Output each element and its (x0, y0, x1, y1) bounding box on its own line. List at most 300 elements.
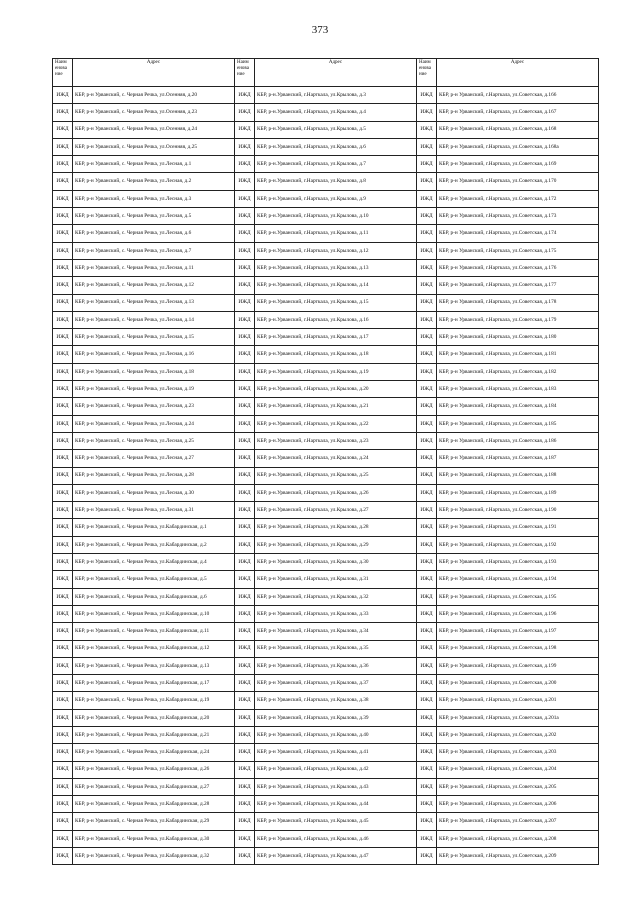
cell-object-type: ИЖД (417, 432, 437, 449)
table-row (53, 415, 599, 432)
cell-address: КБР, р-н Урванский, г.Нарткала, ул.Советская, д.182 (437, 363, 599, 380)
cell-object-type: ИЖД (235, 363, 255, 380)
cell-address: КБР, р-н Урванский, г.Нарткала, ул.Крылова, д.38 (255, 692, 417, 709)
cell-address: КБР, р-н Урванский, с. Черная Речка, ул.Кабардинская, д.12 (73, 640, 235, 657)
cell-address: КБР, р-н Урванский, г.Нарткала, ул.Крылова, д.37 (255, 675, 417, 692)
cell-address: КБР, р-н Урванский, г.Нарткала, ул.Советская, д.207 (437, 813, 599, 830)
cell-object-type: ИЖД (417, 415, 437, 432)
cell-address: КБР, р-н Урванский, с. Черная Речка, ул.Лесная, д.3 (73, 190, 235, 207)
cell-object-type: ИЖД (235, 554, 255, 571)
cell-object-type: ИЖД (417, 346, 437, 363)
cell-object-type: ИЖД (417, 138, 437, 155)
cell-object-type: ИЖД (417, 467, 437, 484)
cell-object-type: ИЖД (235, 778, 255, 795)
cell-object-type: ИЖД (53, 623, 73, 640)
table-row (53, 813, 599, 830)
cell-address: КБР, р-н Урванский, с. Черная Речка, ул.Осенняя, д.20 (73, 87, 235, 104)
cell-address: КБР, р-н.Урванский, г.Нарткала, ул.Крылова, д.10 (255, 208, 417, 225)
cell-object-type: ИЖД (417, 796, 437, 813)
cell-address: КБР, р-н Урванский, с. Черная Речка, ул.Лесная, д.24 (73, 415, 235, 432)
cell-address: КБР, р-н Урванский, с. Черная Речка, ул.Лесная, д.30 (73, 484, 235, 501)
cell-object-type: ИЖД (53, 329, 73, 346)
table-row (53, 190, 599, 207)
cell-object-type: ИЖД (235, 259, 255, 276)
cell-address: КБР, р-н Урванский, г.Нарткала, ул.Крылова, д.45 (255, 813, 417, 830)
table-row (53, 709, 599, 726)
cell-object-type: ИЖД (53, 519, 73, 536)
table-row (53, 778, 599, 795)
column-header-address: Адрес (73, 59, 235, 87)
table-row (53, 277, 599, 294)
table-row (53, 830, 599, 847)
cell-address: КБР, р-н Урванский, с. Черная Речка, ул.Лесная, д.6 (73, 225, 235, 242)
cell-object-type: ИЖД (53, 744, 73, 761)
table-row (53, 692, 599, 709)
table-row (53, 242, 599, 259)
cell-address: КБР, р-н Урванский, г.Нарткала, ул.Крылова, д.47 (255, 848, 417, 865)
cell-address: КБР, р-н Урванский, с. Черная Речка, ул.Кабардинская, д.19 (73, 692, 235, 709)
cell-address: КБР, р-н Урванский, с. Черная Речка, ул.Кабардинская, д.6 (73, 588, 235, 605)
cell-object-type: ИЖД (53, 294, 73, 311)
cell-address: КБР, р-н Урванский, г.Нарткала, ул.Крылова, д.31 (255, 571, 417, 588)
cell-address: КБР, р-н Урванский, с. Черная Речка, ул.Лесная, д.28 (73, 467, 235, 484)
cell-object-type: ИЖД (235, 190, 255, 207)
cell-address: КБР, р-н Урванский, г.Нарткала, ул.Крылова, д.28 (255, 519, 417, 536)
cell-object-type: ИЖД (235, 502, 255, 519)
table-row (53, 432, 599, 449)
cell-object-type: ИЖД (53, 605, 73, 622)
cell-address: КБР, р-н.Урванский, г.Нарткала, ул.Крылова, д.6 (255, 138, 417, 155)
cell-object-type: ИЖД (417, 277, 437, 294)
cell-object-type: ИЖД (53, 381, 73, 398)
table-row (53, 571, 599, 588)
cell-object-type: ИЖД (235, 398, 255, 415)
cell-object-type: ИЖД (53, 450, 73, 467)
cell-object-type: ИЖД (235, 173, 255, 190)
cell-address: КБР, р-н Урванский, г.Нарткала, ул.Крылова, д.46 (255, 830, 417, 847)
cell-object-type: ИЖД (235, 121, 255, 138)
cell-address: КБР, р-н Урванский, с. Черная Речка, ул.Осенняя, д.25 (73, 138, 235, 155)
table-row (53, 311, 599, 328)
cell-address: КБР, р-н Урванский, г.Нарткала, ул.Крылова, д.41 (255, 744, 417, 761)
cell-object-type: ИЖД (417, 381, 437, 398)
table-row (53, 294, 599, 311)
cell-address: КБР, р-н Урванский, г.Нарткала, ул.Крылова, д.39 (255, 709, 417, 726)
cell-address: КБР, р-н Урванский, с. Черная Речка, ул.Кабардинская, д.29 (73, 813, 235, 830)
cell-address: КБР, р-н Урванский, с. Черная Речка, ул.Лесная, д.16 (73, 346, 235, 363)
cell-address: КБР, р-н Урванский, г.Нарткала, ул.Советская, д.174 (437, 225, 599, 242)
cell-object-type: ИЖД (417, 450, 437, 467)
cell-object-type: ИЖД (235, 848, 255, 865)
cell-address: КБР, р-н Урванский, с. Черная Речка, ул.Кабардинская, д.32 (73, 848, 235, 865)
table-row (53, 502, 599, 519)
cell-object-type: ИЖД (53, 138, 73, 155)
cell-object-type: ИЖД (53, 398, 73, 415)
table-row (53, 259, 599, 276)
table-row (53, 744, 599, 761)
cell-object-type: ИЖД (417, 484, 437, 501)
cell-object-type: ИЖД (53, 225, 73, 242)
cell-object-type: ИЖД (53, 156, 73, 173)
cell-address: КБР, р-н Урванский, г.Нарткала, ул.Крылова, д.44 (255, 796, 417, 813)
cell-address: КБР, р-н Урванский, г.Нарткала, ул.Крылова, д.30 (255, 554, 417, 571)
cell-object-type: ИЖД (53, 173, 73, 190)
cell-object-type: ИЖД (235, 311, 255, 328)
cell-address: КБР, р-н Урванский, г.Нарткала, ул.Советская, д.176 (437, 259, 599, 276)
cell-object-type: ИЖД (235, 138, 255, 155)
cell-address: КБР, р-н Урванский, с. Черная Речка, ул.Кабардинская, д.4 (73, 554, 235, 571)
table-row (53, 363, 599, 380)
table-row (53, 87, 599, 104)
cell-address: КБР, р-н Урванский, г.Нарткала, ул.Советская, д.196 (437, 605, 599, 622)
cell-address: КБР, р-н.Урванский, г.Нарткала, ул.Крылова, д.22 (255, 415, 417, 432)
cell-object-type: ИЖД (235, 225, 255, 242)
cell-object-type: ИЖД (53, 692, 73, 709)
cell-object-type: ИЖД (53, 190, 73, 207)
cell-object-type: ИЖД (417, 761, 437, 778)
table-row (53, 657, 599, 674)
table-row (53, 156, 599, 173)
cell-object-type: ИЖД (53, 432, 73, 449)
table-row (53, 675, 599, 692)
cell-address: КБР, р-н.Урванский, г.Нарткала, ул.Крылова, д.3 (255, 87, 417, 104)
cell-address: КБР, р-н.Урванский, г.Нарткала, ул.Крылова, д.11 (255, 225, 417, 242)
table-row (53, 208, 599, 225)
cell-address: КБР, р-н Урванский, г.Нарткала, ул.Крылова, д.29 (255, 536, 417, 553)
table-row (53, 640, 599, 657)
cell-object-type: ИЖД (417, 571, 437, 588)
cell-address: КБР, р-н Урванский, с. Черная Речка, ул.Кабардинская, д.13 (73, 657, 235, 674)
cell-object-type: ИЖД (53, 502, 73, 519)
cell-address: КБР, р-н Урванский, г.Нарткала, ул.Советская, д.168а (437, 138, 599, 155)
cell-address: КБР, р-н Урванский, г.Нарткала, ул.Советская, д.189 (437, 484, 599, 501)
table-row (53, 329, 599, 346)
cell-address: КБР, р-н.Урванский, г.Нарткала, ул.Крылова, д.13 (255, 259, 417, 276)
cell-object-type: ИЖД (53, 761, 73, 778)
cell-address: КБР, р-н Урванский, г.Нарткала, ул.Советская, д.188 (437, 467, 599, 484)
cell-object-type: ИЖД (417, 848, 437, 865)
cell-address: КБР, р-н.Урванский, г.Нарткала, ул.Крылова, д.7 (255, 156, 417, 173)
table-row (53, 588, 599, 605)
cell-address: КБР, р-н Урванский, с. Черная Речка, ул.Лесная, д.13 (73, 294, 235, 311)
cell-address: КБР, р-н Урванский, г.Нарткала, ул.Советская, д.201 (437, 692, 599, 709)
cell-object-type: ИЖД (235, 692, 255, 709)
cell-address: КБР, р-н Урванский, с. Черная Речка, ул.Лесная, д.14 (73, 311, 235, 328)
cell-object-type: ИЖД (53, 104, 73, 121)
cell-address: КБР, р-н Урванский, с. Черная Речка, ул.Кабардинская, д.20 (73, 709, 235, 726)
cell-address: КБР, р-н Урванский, с. Черная Речка, ул.Осенняя, д.24 (73, 121, 235, 138)
cell-object-type: ИЖД (417, 554, 437, 571)
cell-address: КБР, р-н Урванский, с. Черная Речка, ул.Кабардинская, д.5 (73, 571, 235, 588)
cell-address: КБР, р-н Урванский, с. Черная Речка, ул.Лесная, д.31 (73, 502, 235, 519)
cell-address: КБР, р-н Урванский, г.Нарткала, ул.Советская, д.170 (437, 173, 599, 190)
cell-object-type: ИЖД (417, 311, 437, 328)
cell-object-type: ИЖД (53, 830, 73, 847)
column-header-address: Адрес (437, 59, 599, 87)
cell-address: КБР, р-н Урванский, г.Нарткала, ул.Крылова, д.35 (255, 640, 417, 657)
cell-object-type: ИЖД (235, 761, 255, 778)
cell-address: КБР, р-н Урванский, с. Черная Речка, ул.Кабардинская, д.21 (73, 726, 235, 743)
cell-object-type: ИЖД (235, 104, 255, 121)
cell-object-type: ИЖД (53, 657, 73, 674)
cell-address: КБР, р-н.Урванский, г.Нарткала, ул.Крылова, д.25 (255, 467, 417, 484)
cell-object-type: ИЖД (53, 259, 73, 276)
cell-address: КБР, р-н Урванский, г.Нарткала, ул.Советская, д.199 (437, 657, 599, 674)
cell-object-type: ИЖД (235, 450, 255, 467)
cell-address: КБР, р-н Урванский, с. Черная Речка, ул.Лесная, д.25 (73, 432, 235, 449)
table-row (53, 796, 599, 813)
cell-object-type: ИЖД (235, 588, 255, 605)
cell-object-type: ИЖД (235, 623, 255, 640)
cell-address: КБР, р-н Урванский, с. Черная Речка, ул.Кабардинская, д.28 (73, 796, 235, 813)
cell-address: КБР, р-н.Урванский, г.Нарткала, ул.Крылова, д.9 (255, 190, 417, 207)
cell-address: КБР, р-н Урванский, г.Нарткала, ул.Советская, д.192 (437, 536, 599, 553)
cell-object-type: ИЖД (417, 208, 437, 225)
cell-address: КБР, р-н.Урванский, г.Нарткала, ул.Крылова, д.4 (255, 104, 417, 121)
table-row (53, 554, 599, 571)
cell-address: КБР, р-н.Урванский, г.Нарткала, ул.Крылова, д.24 (255, 450, 417, 467)
cell-address: КБР, р-н.Урванский, г.Нарткала, ул.Крылова, д.21 (255, 398, 417, 415)
table-row (53, 104, 599, 121)
cell-object-type: ИЖД (53, 709, 73, 726)
cell-address: КБР, р-н Урванский, с. Черная Речка, ул.Лесная, д.23 (73, 398, 235, 415)
cell-object-type: ИЖД (53, 588, 73, 605)
cell-object-type: ИЖД (235, 675, 255, 692)
cell-object-type: ИЖД (53, 675, 73, 692)
cell-object-type: ИЖД (235, 813, 255, 830)
cell-object-type: ИЖД (53, 571, 73, 588)
cell-object-type: ИЖД (417, 623, 437, 640)
cell-object-type: ИЖД (235, 536, 255, 553)
cell-object-type: ИЖД (417, 830, 437, 847)
cell-address: КБР, р-н.Урванский, г.Нарткала, ул.Крылова, д.27 (255, 502, 417, 519)
cell-object-type: ИЖД (53, 363, 73, 380)
table-row (53, 225, 599, 242)
cell-address: КБР, р-н Урванский, г.Нарткала, ул.Крылова, д.42 (255, 761, 417, 778)
cell-object-type: ИЖД (417, 294, 437, 311)
cell-address: КБР, р-н Урванский, с. Черная Речка, ул.Лесная, д.12 (73, 277, 235, 294)
cell-object-type: ИЖД (53, 484, 73, 501)
table-header-row (53, 59, 599, 87)
cell-object-type: ИЖД (53, 467, 73, 484)
cell-address: КБР, р-н Урванский, г.Нарткала, ул.Советская, д.209 (437, 848, 599, 865)
table-row (53, 450, 599, 467)
cell-address: КБР, р-н.Урванский, г.Нарткала, ул.Крылова, д.14 (255, 277, 417, 294)
cell-address: КБР, р-н Урванский, г.Нарткала, ул.Советская, д.198 (437, 640, 599, 657)
cell-address: КБР, р-н Урванский, г.Нарткала, ул.Советская, д.166 (437, 87, 599, 104)
cell-address: КБР, р-н Урванский, с. Черная Речка, ул.Кабардинская, д.30 (73, 830, 235, 847)
cell-object-type: ИЖД (235, 744, 255, 761)
cell-address: КБР, р-н Урванский, г.Нарткала, ул.Советская, д.205 (437, 778, 599, 795)
cell-address: КБР, р-н Урванский, г.Нарткала, ул.Советская, д.194 (437, 571, 599, 588)
cell-address: КБР, р-н Урванский, г.Нарткала, ул.Советская, д.169 (437, 156, 599, 173)
cell-object-type: ИЖД (417, 726, 437, 743)
cell-object-type: ИЖД (417, 259, 437, 276)
cell-address: КБР, р-н Урванский, г.Нарткала, ул.Крылова, д.33 (255, 605, 417, 622)
cell-address: КБР, р-н Урванский, г.Нарткала, ул.Советская, д.187 (437, 450, 599, 467)
cell-object-type: ИЖД (417, 588, 437, 605)
cell-object-type: ИЖД (53, 208, 73, 225)
cell-address: КБР, р-н.Урванский, г.Нарткала, ул.Крылова, д.12 (255, 242, 417, 259)
cell-object-type: ИЖД (53, 813, 73, 830)
cell-address: КБР, р-н Урванский, г.Нарткала, ул.Советская, д.183 (437, 381, 599, 398)
cell-address: КБР, р-н Урванский, г.Нарткала, ул.Советская, д.168 (437, 121, 599, 138)
cell-object-type: ИЖД (417, 605, 437, 622)
cell-address: КБР, р-н Урванский, г.Нарткала, ул.Советская, д.180 (437, 329, 599, 346)
cell-address: КБР, р-н Урванский, г.Нарткала, ул.Советская, д.191 (437, 519, 599, 536)
cell-address: КБР, р-н Урванский, г.Нарткала, ул.Советская, д.181 (437, 346, 599, 363)
cell-address: КБР, р-н Урванский, г.Нарткала, ул.Советская, д.195 (437, 588, 599, 605)
column-header-type: Наим енова ние (417, 59, 437, 87)
cell-address: КБР, р-н Урванский, с. Черная Речка, ул.Кабардинская, д.26 (73, 761, 235, 778)
cell-object-type: ИЖД (417, 744, 437, 761)
cell-address: КБР, р-н Урванский, г.Нарткала, ул.Крылова, д.43 (255, 778, 417, 795)
cell-object-type: ИЖД (235, 277, 255, 294)
cell-object-type: ИЖД (235, 484, 255, 501)
cell-object-type: ИЖД (235, 657, 255, 674)
cell-object-type: ИЖД (53, 277, 73, 294)
cell-address: КБР, р-н.Урванский, г.Нарткала, ул.Крылова, д.19 (255, 363, 417, 380)
cell-address: КБР, р-н Урванский, с. Черная Речка, ул.Лесная, д.11 (73, 259, 235, 276)
cell-address: КБР, р-н Урванский, г.Нарткала, ул.Советская, д.193 (437, 554, 599, 571)
table-row (53, 398, 599, 415)
address-table (52, 58, 599, 865)
cell-address: КБР, р-н Урванский, с. Черная Речка, ул.Лесная, д.18 (73, 363, 235, 380)
cell-object-type: ИЖД (235, 796, 255, 813)
cell-object-type: ИЖД (417, 813, 437, 830)
cell-address: КБР, р-н Урванский, г.Нарткала, ул.Советская, д.178 (437, 294, 599, 311)
cell-object-type: ИЖД (417, 640, 437, 657)
cell-object-type: ИЖД (53, 848, 73, 865)
cell-object-type: ИЖД (53, 415, 73, 432)
cell-object-type: ИЖД (235, 726, 255, 743)
cell-address: КБР, р-н Урванский, г.Нарткала, ул.Советская, д.190 (437, 502, 599, 519)
cell-object-type: ИЖД (53, 554, 73, 571)
cell-address: КБР, р-н.Урванский, г.Нарткала, ул.Крылова, д.18 (255, 346, 417, 363)
cell-address: КБР, р-н Урванский, г.Нарткала, ул.Советская, д.167 (437, 104, 599, 121)
cell-object-type: ИЖД (417, 675, 437, 692)
cell-address: КБР, р-н Урванский, с. Черная Речка, ул.Кабардинская, д.17 (73, 675, 235, 692)
cell-object-type: ИЖД (235, 571, 255, 588)
cell-address: КБР, р-н Урванский, с. Черная Речка, ул.Кабардинская, д.27 (73, 778, 235, 795)
table-row (53, 761, 599, 778)
cell-address: КБР, р-н.Урванский, г.Нарткала, ул.Крылова, д.5 (255, 121, 417, 138)
cell-object-type: ИЖД (53, 778, 73, 795)
cell-address: КБР, р-н Урванский, г.Нарткала, ул.Советская, д.200 (437, 675, 599, 692)
cell-address: КБР, р-н.Урванский, г.Нарткала, ул.Крылова, д.23 (255, 432, 417, 449)
cell-object-type: ИЖД (235, 467, 255, 484)
cell-address: КБР, р-н Урванский, г.Нарткала, ул.Крылова, д.32 (255, 588, 417, 605)
table-row (53, 484, 599, 501)
cell-object-type: ИЖД (235, 830, 255, 847)
cell-address: КБР, р-н Урванский, г.Нарткала, ул.Советская, д.206 (437, 796, 599, 813)
cell-address: КБР, р-н Урванский, г.Нарткала, ул.Советская, д.173 (437, 208, 599, 225)
cell-object-type: ИЖД (235, 156, 255, 173)
cell-object-type: ИЖД (235, 640, 255, 657)
cell-object-type: ИЖД (417, 121, 437, 138)
cell-address: КБР, р-н Урванский, г.Нарткала, ул.Советская, д.203 (437, 744, 599, 761)
cell-object-type: ИЖД (235, 415, 255, 432)
table-row (53, 726, 599, 743)
table-row (53, 467, 599, 484)
cell-object-type: ИЖД (417, 173, 437, 190)
cell-address: КБР, р-н Урванский, г.Нарткала, ул.Советская, д.208 (437, 830, 599, 847)
column-header-type: Наим енова ние (53, 59, 73, 87)
table-row (53, 536, 599, 553)
cell-object-type: ИЖД (417, 225, 437, 242)
cell-address: КБР, р-н Урванский, с. Черная Речка, ул.Осенняя, д.23 (73, 104, 235, 121)
cell-object-type: ИЖД (53, 796, 73, 813)
cell-address: КБР, р-н Урванский, с. Черная Речка, ул.Кабардинская, д.2 (73, 536, 235, 553)
cell-address: КБР, р-н.Урванский, г.Нарткала, ул.Крылова, д.20 (255, 381, 417, 398)
table-row (53, 848, 599, 865)
cell-object-type: ИЖД (235, 87, 255, 104)
cell-address: КБР, р-н Урванский, г.Нарткала, ул.Советская, д.202 (437, 726, 599, 743)
cell-object-type: ИЖД (417, 778, 437, 795)
column-header-type: Наим енова ние (235, 59, 255, 87)
cell-address: КБР, р-н.Урванский, г.Нарткала, ул.Крылова, д.15 (255, 294, 417, 311)
cell-object-type: ИЖД (417, 657, 437, 674)
cell-object-type: ИЖД (235, 709, 255, 726)
cell-address: КБР, р-н Урванский, г.Нарткала, ул.Советская, д.201а (437, 709, 599, 726)
cell-object-type: ИЖД (53, 87, 73, 104)
cell-object-type: ИЖД (53, 536, 73, 553)
cell-object-type: ИЖД (235, 242, 255, 259)
cell-object-type: ИЖД (417, 190, 437, 207)
cell-object-type: ИЖД (417, 692, 437, 709)
table-row (53, 605, 599, 622)
table-row (53, 623, 599, 640)
cell-address: КБР, р-н Урванский, г.Нарткала, ул.Советская, д.204 (437, 761, 599, 778)
cell-object-type: ИЖД (417, 709, 437, 726)
cell-address: КБР, р-н Урванский, г.Нарткала, ул.Крылова, д.36 (255, 657, 417, 674)
cell-object-type: ИЖД (235, 346, 255, 363)
cell-object-type: ИЖД (417, 398, 437, 415)
column-header-address: Адрес (255, 59, 417, 87)
cell-address: КБР, р-н Урванский, г.Нарткала, ул.Советская, д.186 (437, 432, 599, 449)
cell-object-type: ИЖД (417, 242, 437, 259)
table-row (53, 138, 599, 155)
table-row (53, 381, 599, 398)
cell-object-type: ИЖД (235, 605, 255, 622)
cell-address: КБР, р-н Урванский, с. Черная Речка, ул.Лесная, д.1 (73, 156, 235, 173)
cell-address: КБР, р-н Урванский, г.Нарткала, ул.Крылова, д.34 (255, 623, 417, 640)
cell-address: КБР, р-н.Урванский, г.Нарткала, ул.Крылова, д.16 (255, 311, 417, 328)
cell-object-type: ИЖД (235, 294, 255, 311)
cell-object-type: ИЖД (53, 242, 73, 259)
cell-address: КБР, р-н Урванский, с. Черная Речка, ул.Лесная, д.27 (73, 450, 235, 467)
cell-object-type: ИЖД (53, 640, 73, 657)
table-row (53, 121, 599, 138)
cell-address: КБР, р-н Урванский, г.Нарткала, ул.Советская, д.197 (437, 623, 599, 640)
table-row (53, 519, 599, 536)
cell-address: КБР, р-н Урванский, с. Черная Речка, ул.Кабардинская, д.11 (73, 623, 235, 640)
cell-object-type: ИЖД (417, 104, 437, 121)
cell-object-type: ИЖД (417, 502, 437, 519)
cell-address: КБР, р-н Урванский, с. Черная Речка, ул.Кабардинская, д.10 (73, 605, 235, 622)
cell-object-type: ИЖД (235, 381, 255, 398)
cell-object-type: ИЖД (417, 87, 437, 104)
cell-address: КБР, р-н Урванский, г.Нарткала, ул.Советская, д.175 (437, 242, 599, 259)
cell-address: КБР, р-н Урванский, г.Нарткала, ул.Советская, д.177 (437, 277, 599, 294)
cell-object-type: ИЖД (417, 329, 437, 346)
cell-address: КБР, р-н Урванский, г.Нарткала, ул.Советская, д.184 (437, 398, 599, 415)
cell-address: КБР, р-н Урванский, с. Черная Речка, ул.Лесная, д.5 (73, 208, 235, 225)
cell-object-type: ИЖД (417, 363, 437, 380)
cell-object-type: ИЖД (53, 726, 73, 743)
cell-object-type: ИЖД (235, 208, 255, 225)
cell-address: КБР, р-н Урванский, с. Черная Речка, ул.Кабардинская, д.1 (73, 519, 235, 536)
